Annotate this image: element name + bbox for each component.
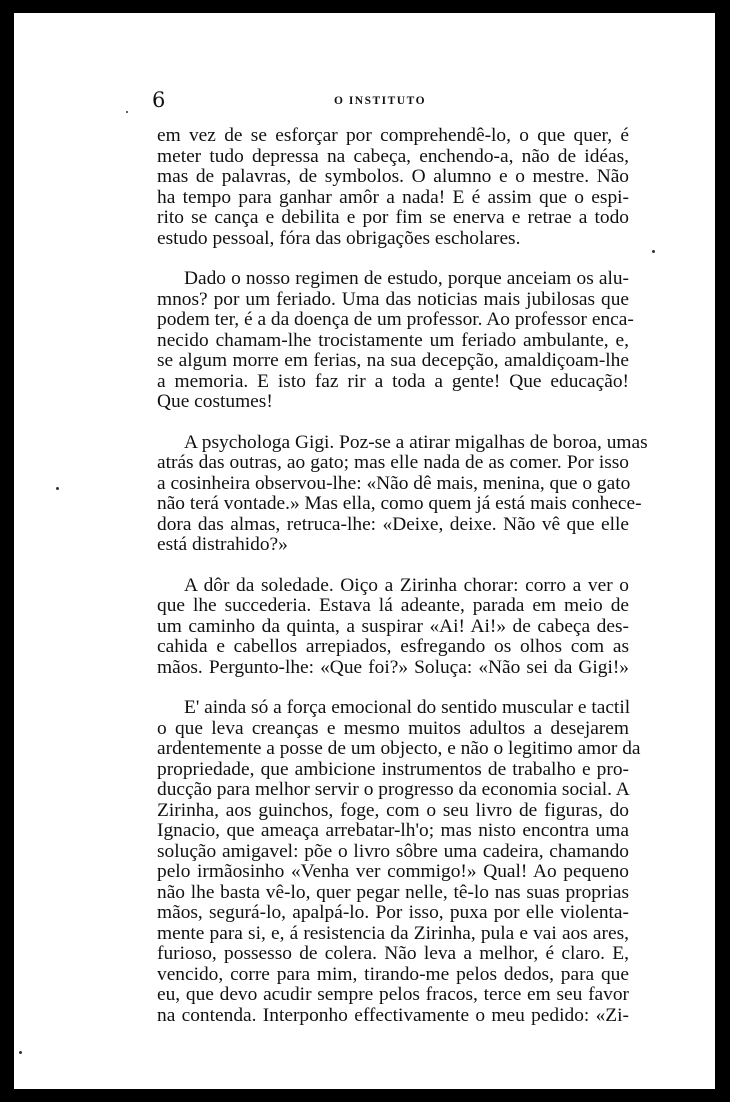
text-line: um caminho da quinta, a suspirar «Ai! Ai!» de cabeça des-: [157, 615, 629, 637]
text-line: não terá vontade.» Mas ella, como quem já está mais conhece-: [157, 493, 642, 514]
paragraph-1: [157, 126, 629, 249]
ink-speck: [56, 487, 59, 490]
text-line: vencido, corre para mim, tirando-me pelos dedos, para que: [157, 963, 629, 985]
paragraph-3: [157, 431, 648, 556]
ink-speck: [652, 250, 655, 253]
text-line: solução amigavel: põe o livro sôbre uma cadeira, chamando: [157, 840, 629, 862]
page-number: 6: [152, 88, 166, 112]
text-line: o que leva creanças e mesmo muitos adultos a desejarem: [157, 717, 629, 739]
text-line: não lhe basta vê-lo, quer pegar nelle, tê-lo nas suas proprias: [157, 881, 629, 903]
text-line: A psychologa Gigi. Poz-se a atirar migalhas de boroa, umas: [184, 431, 648, 453]
text-line: rito se cança e debilita e por fim se enerva e retrae a todo: [157, 207, 629, 228]
text-line: podem ter, é a da doença de um professor. Ao professor enca-: [157, 309, 634, 330]
text-line: dora das almas, retruca-lhe: «Deixe, deixe. Não vê que elle: [157, 513, 629, 535]
text-line: eu, que devo acudir sempre pelos fracos, terce em seu favor: [157, 984, 629, 1005]
paragraph-2: [157, 268, 634, 413]
text-line: mnos? por um feriado. Uma das noticias mais jubilosas que: [157, 288, 629, 310]
text-line: que lhe succederia. Estava lá adeante, parada em meio de: [157, 595, 629, 616]
paragraph-5: [157, 697, 641, 1026]
text-line: em vez de se esforçar por comprehendê-lo, o que quer, é: [157, 125, 629, 146]
text-line: mente para si, e, á resistencia da Zirinha, pula e vai aos ares,: [157, 922, 629, 944]
text-line: mas de palavras, de symbolos. O alumno e o mestre. Não: [157, 166, 629, 187]
text-line: ducção para melhor servir o progresso da economia social. A: [157, 779, 630, 800]
text-line: A dôr da soledade. Oiço a Zirinha chorar: corro a ver o: [184, 574, 629, 596]
page-header: [14, 87, 715, 113]
text-line: ardentemente a posse de um objecto, e não o legitimo amor da: [157, 738, 641, 759]
text-line: Dado o nosso regimen de estudo, porque anceiam os alu-: [184, 268, 629, 289]
text-line: cahida e cabellos arrepiados, esfregando os olhos com as: [157, 636, 629, 657]
text-line: se algum morre em ferias, na sua decepção, amaldiçoam-lhe: [157, 350, 629, 371]
text-line: necido chamam-lhe trocistamente um feriado ambulante, e,: [157, 329, 629, 351]
text-line: na contenda. Interponho effectivamente o meu pedido: «Zi-: [157, 1004, 629, 1026]
body-text: [157, 125, 648, 1026]
text-line: Zirinha, aos guinchos, foge, com o seu livro de figuras, do: [157, 799, 629, 821]
text-line: está distrahido?»: [157, 534, 288, 555]
text-line: atrás das outras, ao gato; mas elle nada de as comer. Por isso: [157, 452, 629, 473]
ink-speck: [126, 111, 128, 113]
text-line: a memoria. E isto faz rir a toda a gente! Que educação!: [157, 370, 629, 392]
text-line: ha tempo para ganhar amôr a nada! E é assim que o espi-: [157, 186, 629, 208]
text-line: pelo irmãosinho «Venha ver commigo!» Qual! Ao pequeno: [157, 861, 629, 882]
text-line: Ignacio, que ameaça arrebatar-lh'o; mas nisto encontra uma: [157, 820, 629, 841]
ink-speck: [19, 1051, 22, 1054]
text-line: a cosinheira observou-lhe: «Não dê mais, menina, que o gato: [157, 472, 631, 494]
text-line: mãos. Pergunto-lhe: «Que foi?» Soluça: «Não sei da Gigi!»: [157, 656, 629, 678]
text-line: Que costumes!: [157, 391, 273, 412]
text-line: estudo pessoal, fóra das obrigações escholares.: [157, 227, 521, 249]
text-line: furioso, possesso de colera. Não leva a melhor, é claro. E,: [157, 943, 629, 964]
book-page: [14, 13, 715, 1089]
running-title: O INSTITUTO: [334, 95, 427, 107]
paragraph-4: [157, 576, 629, 679]
text-line: mãos, segurá-lo, apalpá-lo. Por isso, puxa por elle violenta-: [157, 902, 629, 923]
text-line: meter tudo depressa na cabeça, enchendo-a, não de idéas,: [157, 145, 629, 167]
text-line: E' ainda só a força emocional do sentido muscular e tactil: [184, 697, 631, 718]
text-line: propriedade, que ambicione instrumentos de trabalho e pro-: [157, 758, 629, 780]
